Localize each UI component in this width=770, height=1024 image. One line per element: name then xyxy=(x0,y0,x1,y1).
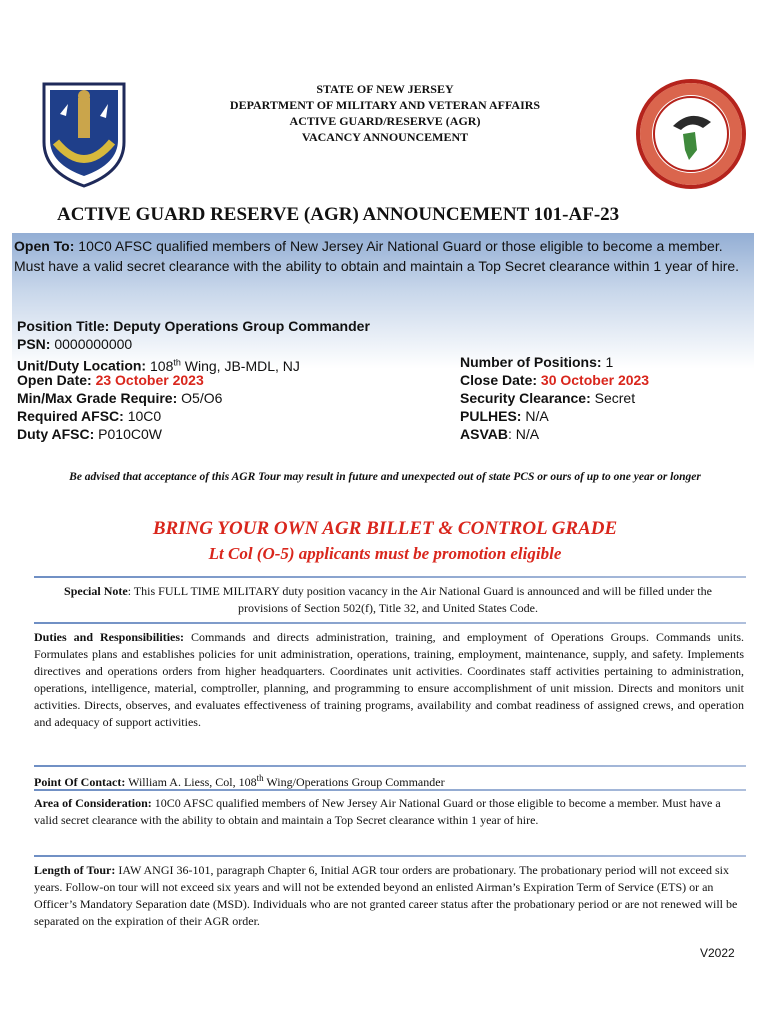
open-to-section xyxy=(14,236,756,276)
divider xyxy=(34,622,746,624)
poc-label: Point Of Contact: xyxy=(34,775,126,789)
special-note-label: Special Note xyxy=(64,584,128,598)
close-date-row xyxy=(460,371,649,389)
divider xyxy=(34,855,746,857)
num-positions-row xyxy=(460,353,613,371)
psn-label: PSN: xyxy=(17,336,51,352)
lot-label: Length of Tour: xyxy=(34,863,116,877)
unit-value: 108th Wing, JB-MDL, NJ xyxy=(150,357,300,374)
divider xyxy=(34,576,746,578)
duties-label: Duties and Responsibilities: xyxy=(34,630,185,644)
security-row xyxy=(460,389,635,407)
lot-text: IAW ANGI 36-101, paragraph Chapter 6, Initial AGR tour orders are probationary. The probationary period will not exceed six years. Follow-on tour will not exceed six years and will not be extended beyond an enlisted Airman’s Expiration Term of Service (ETS) or an Officer’s Mandatory Separation date (MSD). Individuals who are not granted career status after the probationary period or are not renewed will be separated on the expiration of their AGR order. xyxy=(34,863,738,928)
header-line-department: DEPARTMENT OF MILITARY AND VETERAN AFFAIRS xyxy=(229,98,541,112)
pulhes-row xyxy=(460,407,549,425)
pulhes-value: N/A xyxy=(525,408,549,424)
position-title-value: Deputy Operations Group Commander xyxy=(113,318,370,334)
advisory-note: Be advised that acceptance of this AGR Tour may result in future and unexpected out of state PCS or ours of up to one year or longer xyxy=(69,471,701,483)
position-title-label: Position Title: xyxy=(17,318,110,334)
pulhes-label: PULHES: xyxy=(460,408,522,424)
num-positions-label: Number of Positions: xyxy=(460,354,602,370)
announcement-title: ACTIVE GUARD RESERVE (AGR) ANNOUNCEMENT 101-AF-23 xyxy=(57,204,620,225)
special-note xyxy=(38,583,738,617)
required-afsc-row xyxy=(17,407,161,425)
close-date-label: Close Date: xyxy=(460,372,538,388)
open-to-label: Open To: xyxy=(14,238,75,254)
grade-row xyxy=(17,389,222,407)
security-label: Security Clearance: xyxy=(460,390,591,406)
dmava-seal-logo xyxy=(635,78,747,190)
required-afsc-label: Required AFSC: xyxy=(17,408,124,424)
asvab-value: : N/A xyxy=(507,426,540,442)
duties-text: Commands and directs administration, training, and employment of Operations Groups. Commands units. Formulates plans and establishes policies for unit administration, operations, training, employment, maintenance, supply, and safety. Implements directives and operations orders from higher headquarters. Coordinates unit activities. Coordinates staff activities pertaining to administration, operations, intelligence, material, comptroller, planning, and programming to ensure accomplishment of unit mission. Directs and monitors unit activities. Directs, observes, and evaluates effectiveness of training programs, availability and combat readiness of assigned crews, and operation and adequacy of support activities. xyxy=(34,630,744,729)
poc-text: William A. Liess, Col, 108th Wing/Operations Group Commander xyxy=(125,773,445,789)
grade-label: Min/Max Grade Require: xyxy=(17,390,178,406)
position-title-row xyxy=(17,317,370,335)
area-of-consideration xyxy=(34,795,724,829)
air-national-guard-logo xyxy=(34,80,134,188)
header-line-vacancy: VACANCY ANNOUNCEMENT xyxy=(301,130,469,144)
open-date-label: Open Date: xyxy=(17,372,92,388)
open-to-text: 10C0 AFSC qualified members of New Jersey Air National Guard or those eligible to become a member. Must have a valid secret clearance with the ability to obtain and maintain a Top Secret clearance within 1 year of hire. xyxy=(14,238,740,274)
close-date-value: 30 October 2023 xyxy=(540,372,650,388)
length-of-tour xyxy=(34,862,746,930)
psn-row xyxy=(17,335,132,353)
num-positions-value: 1 xyxy=(605,354,614,370)
duty-afsc-label: Duty AFSC: xyxy=(17,426,95,442)
security-value: Secret xyxy=(594,390,636,406)
unit-label: Unit/Duty Location: xyxy=(17,357,147,374)
special-note-text: : This FULL TIME MILITARY duty position vacancy in the Air National Guard is announced and will be filled under the provisions of Section 502(f), Title 32, and United States Code. xyxy=(127,584,712,615)
billet-heading: BRING YOUR OWN AGR BILLET & CONTROL GRADE xyxy=(152,518,618,539)
promotion-heading: Lt Col (O-5) applicants must be promotion eligible xyxy=(208,544,562,563)
open-date-row xyxy=(17,371,204,389)
aoc-label: Area of Consideration: xyxy=(34,796,152,810)
aoc-text: 10C0 AFSC qualified members of New Jersey Air National Guard or those eligible to become a member. Must have a valid secret clearance with the ability to obtain and maintain a Top Secret clearance within 1 year of hire. xyxy=(34,796,721,827)
open-date-value: 23 October 2023 xyxy=(95,372,204,388)
duties-section xyxy=(34,629,744,731)
duty-afsc-row xyxy=(17,425,162,443)
psn-value: 0000000000 xyxy=(54,336,133,352)
version-label: V2022 xyxy=(700,946,735,960)
agency-header xyxy=(170,81,600,145)
point-of-contact xyxy=(34,770,744,791)
required-afsc-value: 10C0 xyxy=(127,408,162,424)
asvab-label: ASVAB xyxy=(460,426,508,442)
header-line-state: STATE OF NEW JERSEY xyxy=(316,82,454,96)
header-line-agr: ACTIVE GUARD/RESERVE (AGR) xyxy=(289,114,481,128)
divider xyxy=(34,765,746,767)
duty-afsc-value: P010C0W xyxy=(98,426,162,442)
asvab-row xyxy=(460,425,539,443)
grade-value: O5/O6 xyxy=(181,390,223,406)
